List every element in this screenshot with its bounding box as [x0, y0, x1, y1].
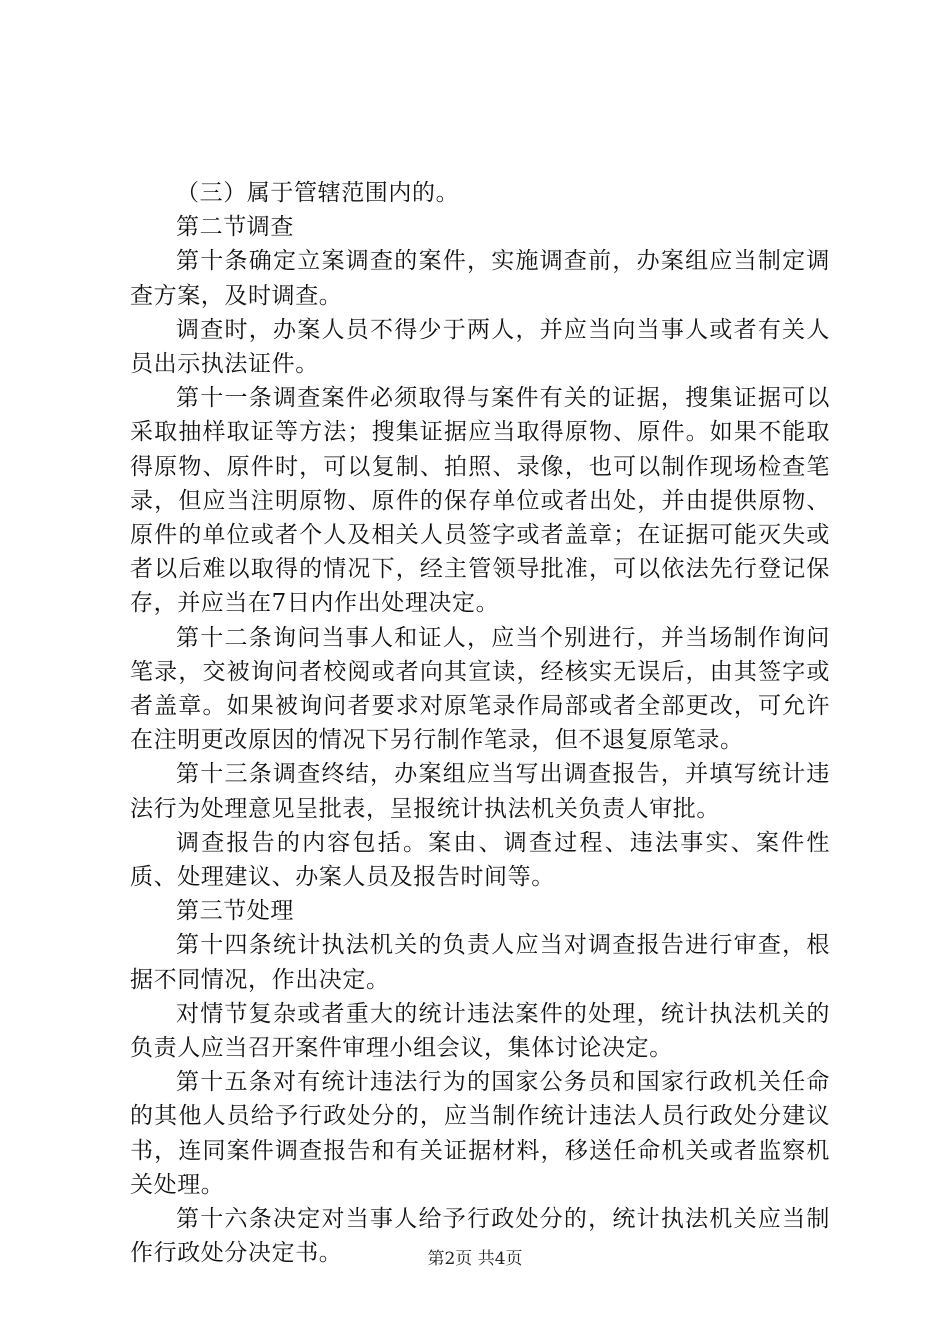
page-number-footer: 第2页 共4页 — [427, 1249, 523, 1269]
section-heading-handling: 第三节处理 — [176, 898, 294, 925]
article-14-clause-2: 对情节复杂或者重大的统计违法案件的处理，统计执法机关的负责人应当召开案件审理小组会议，集体讨论决定。 — [130, 1000, 830, 1062]
article-13: 第十三条调查终结，办案组应当写出调查报告，并填写统计违法行为处理意见呈批表，呈报统计执法机关负责人审批。 — [130, 761, 830, 822]
article-12: 第十二条询问当事人和证人，应当个别进行，并当场制作询问笔录，交被询问者校阅或者向其宣读，经核实无误后，由其签字或者盖章。如果被询问者要求对原笔录作局部或者全部更改，可允许在注明更改原因的情况下另行制作笔录，但不退复原笔录。 — [130, 624, 830, 754]
article-15: 第十五条对有统计违法行为的国家公务员和国家行政机关任命的其他人员给予行政处分的，应当制作统计违法人员行政处分建议书，连同案件调查报告和有关证据材料，移送任命机关或者监察机关处理。 — [130, 1069, 830, 1198]
paragraph-item-3: （三）属于管辖范围内的。 — [176, 180, 460, 206]
section-heading-investigation: 第二节调查 — [176, 214, 294, 241]
article-10-clause-2: 调查时，办案人员不得少于两人，并应当向当事人或者有关人员出示执法证件。 — [130, 316, 830, 378]
document-body — [130, 176, 830, 1271]
article-16: 第十六条决定对当事人给予行政处分的，统计执法机关应当制作行政处分决定书。 — [130, 1206, 830, 1267]
article-14: 第十四条统计执法机关的负责人应当对调查报告进行审查，根据不同情况，作出决定。 — [130, 932, 830, 993]
article-11: 第十一条调查案件必须取得与案件有关的证据，搜集证据可以采取抽样取证等方法；搜集证据应当取得原物、原件。如果不能取得原物、原件时，可以复制、拍照、录像，也可以制作现场检查笔录，但应当注明原物、原件的保存单位或者出处，并由提供原物、原件的单位或者个人及相关人员签字或者盖章；在证据可能灭失或者以后难以取得的情况下，经主管领导批准，可以依法先行登记保存，并应当在7日内作出处理决定。 — [130, 385, 830, 617]
article-13-clause-2: 调查报告的内容包括。案由、调查过程、违法事实、案件性质、处理建议、办案人员及报告时间等。 — [130, 829, 830, 891]
article-10: 第十条确定立案调查的案件，实施调查前，办案组应当制定调查方案，及时调查。 — [130, 248, 830, 309]
